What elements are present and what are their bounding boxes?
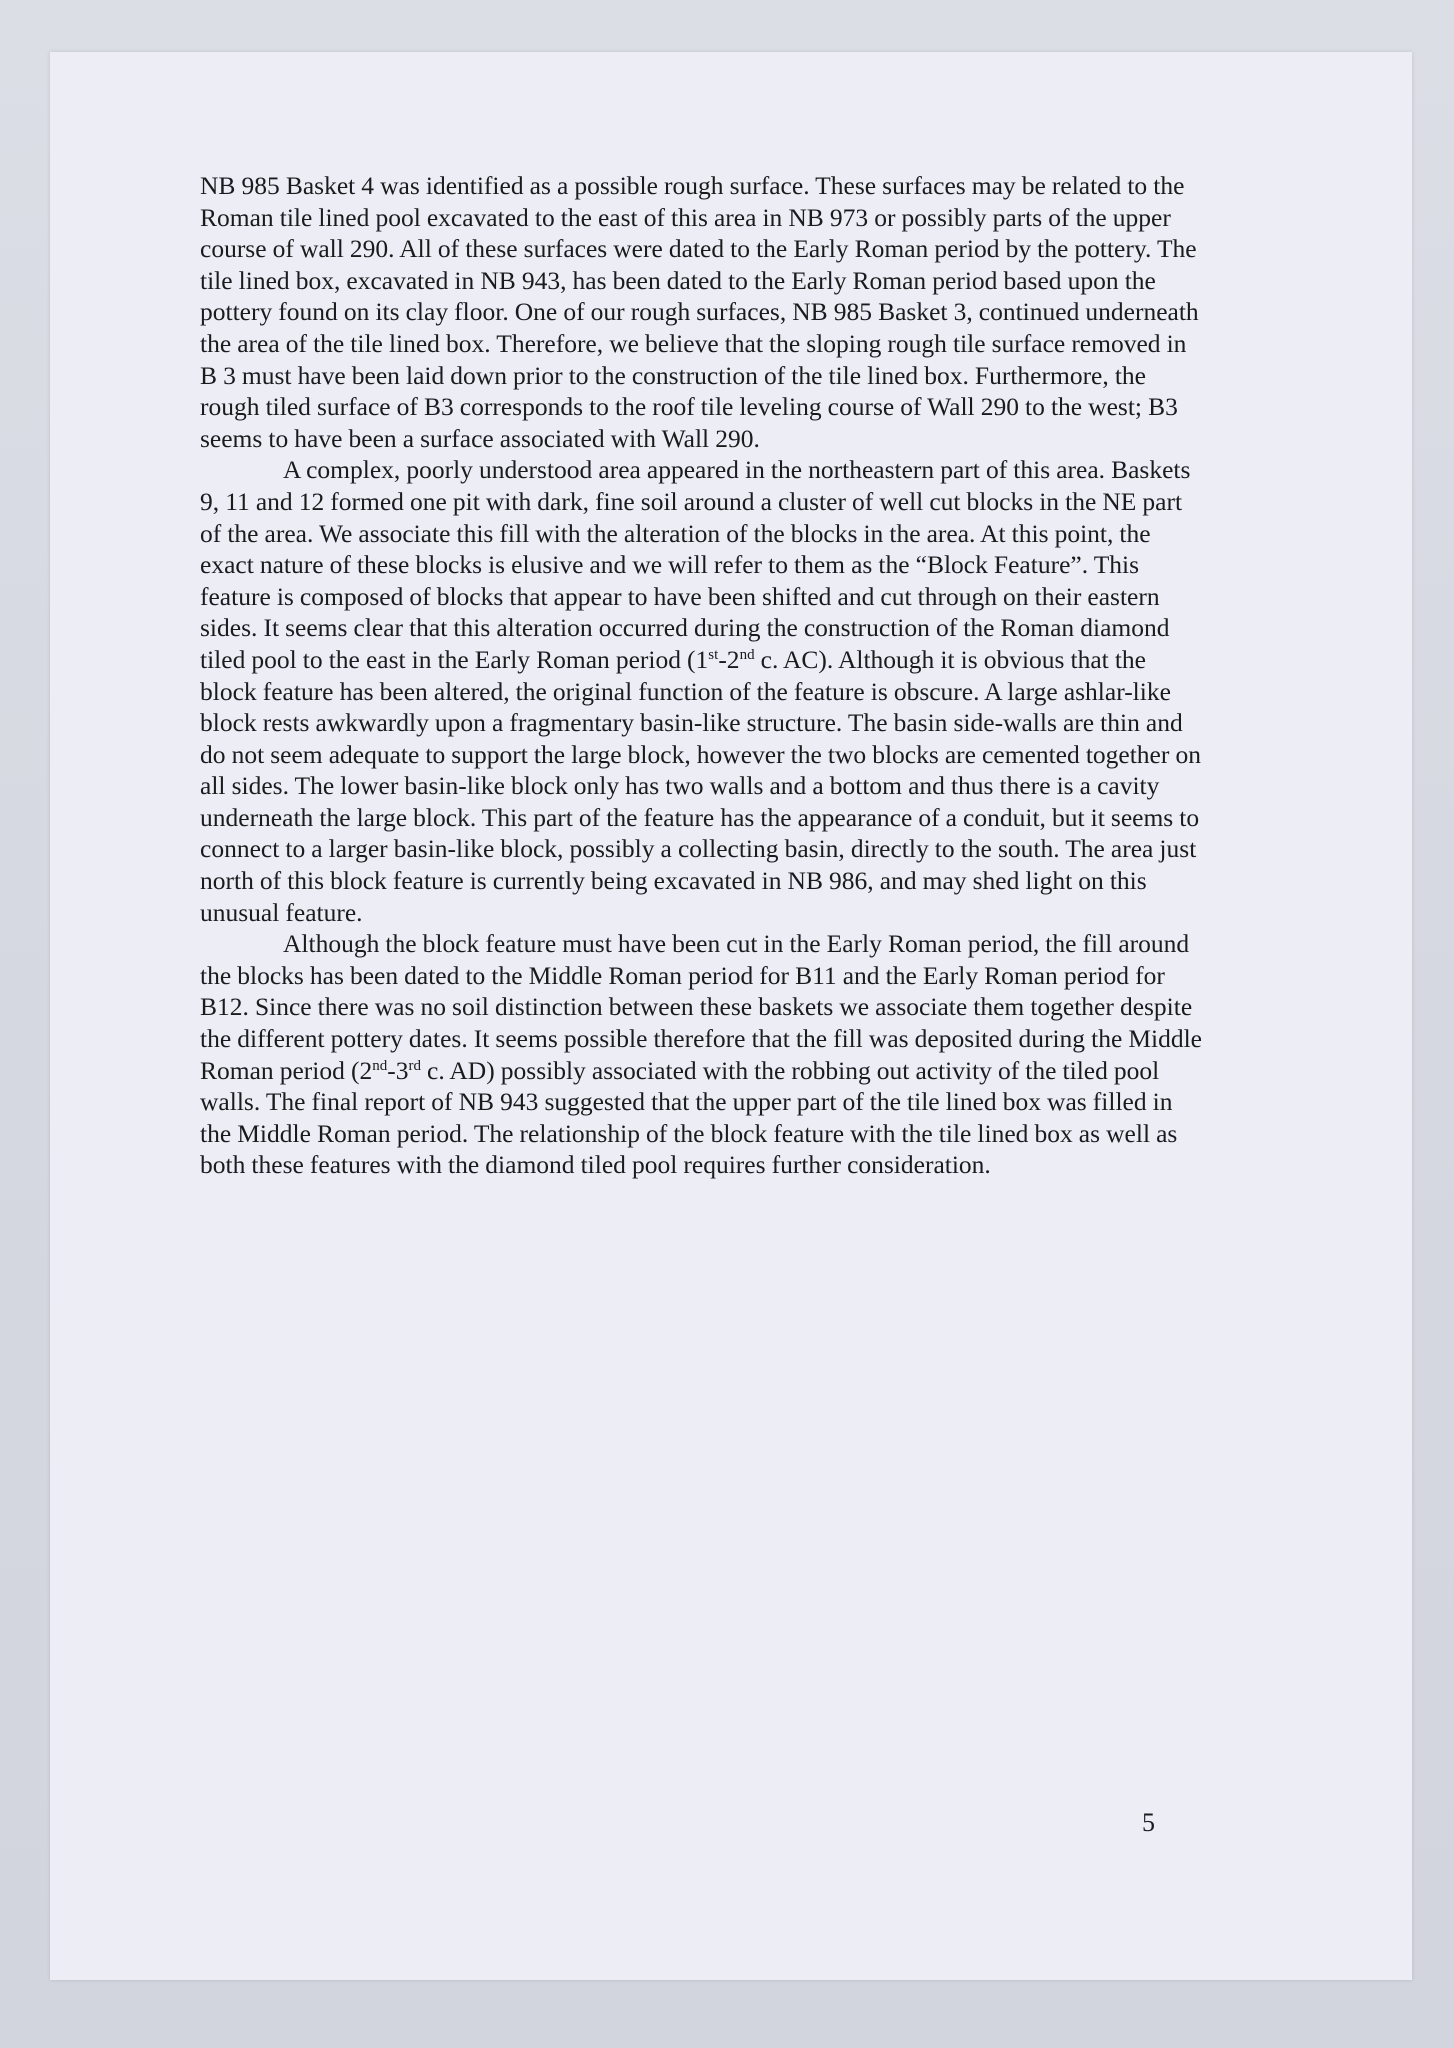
body-text bbox=[200, 170, 1208, 1181]
page-number: 5 bbox=[1142, 1808, 1155, 1837]
paragraph-2 bbox=[200, 454, 1208, 928]
paragraph-2-text-start: A complex, poorly understood area appeared in the northeastern part of this area. Baskets 9, 11 and 12 formed one pit with dark, fine soil around a cluster of well cut blocks in the NE part of the area. We associate this fill with the alteration of the blocks in the area. At this point, the exact nature of these blocks is elusive and we will refer to them as the “Block Feature”. This feature is composed of blocks that appear to have been shifted and cut through on their eastern sides. It seems clear that this alteration occurred during the construction of the Roman diamond tiled pool to the east in the Early Roman period (1 bbox=[200, 455, 1191, 674]
paragraph-3-text-end: c. AD) possibly associated with the robbing out activity of the tiled pool walls. The final report of NB 943 suggested that the upper part of the tile lined box was filled in the Middle Roman period. The relationship of the block feature with the tile lined box as well as both these features with the diamond tiled pool requires further consideration. bbox=[200, 1055, 1178, 1180]
paragraph-2-date-dash: -2 bbox=[718, 644, 740, 674]
ordinal-suffix: nd bbox=[739, 646, 755, 663]
ordinal-suffix: rd bbox=[408, 1057, 421, 1074]
paragraph-3 bbox=[200, 928, 1208, 1181]
paragraph-3-date-dash: -3 bbox=[387, 1055, 409, 1085]
paragraph-2-text-end: c. AC). Although it is obvious that the block feature has been altered, the original function of the feature is obscure. A large ashlar-like block rests awkwardly upon a fragmentary basin-like structure. The basin side-walls are thin and do not seem adequate to support the large block, however the two blocks are cemented together on all sides. The lower basin-like block only has two walls and a bottom and thus there is a cavity underneath the large block. This part of the feature has the appearance of a conduit, but it seems to connect to a larger basin-like block, possibly a collecting basin, directly to the south. The area just north of this block feature is currently being excavated in NB 986, and may shed light on this unusual feature. bbox=[200, 644, 1201, 927]
paragraph-3-text-start: Although the block feature must have been cut in the Early Roman period, the fill around the blocks has been dated to the Middle Roman period for B11 and the Early Roman period for B12. Since there was no soil distinction between these baskets we associate them together despite the different pottery dates. It seems possible therefore that the fill was deposited during the Middle Roman period (2 bbox=[200, 929, 1203, 1085]
ordinal-suffix: st bbox=[708, 646, 719, 663]
paragraph-1: NB 985 Basket 4 was identified as a possible rough surface. These surfaces may be related to the Roman tile lined pool excavated to the east of this area in NB 973 or possibly parts of the upper course of wall 290. All of these surfaces were dated to the Early Roman period by the pottery. The tile lined box, excavated in NB 943, has been dated to the Early Roman period based upon the pottery found on its clay floor. One of our rough surfaces, NB 985 Basket 3, continued underneath the area of the tile lined box. Therefore, we believe that the sloping rough tile surface removed in B 3 must have been laid down prior to the construction of the tile lined box. Furthermore, the rough tiled surface of B3 corresponds to the roof tile leveling course of Wall 290 to the west; B3 seems to have been a surface associated with Wall 290. bbox=[200, 171, 1199, 453]
ordinal-suffix: nd bbox=[372, 1057, 388, 1074]
